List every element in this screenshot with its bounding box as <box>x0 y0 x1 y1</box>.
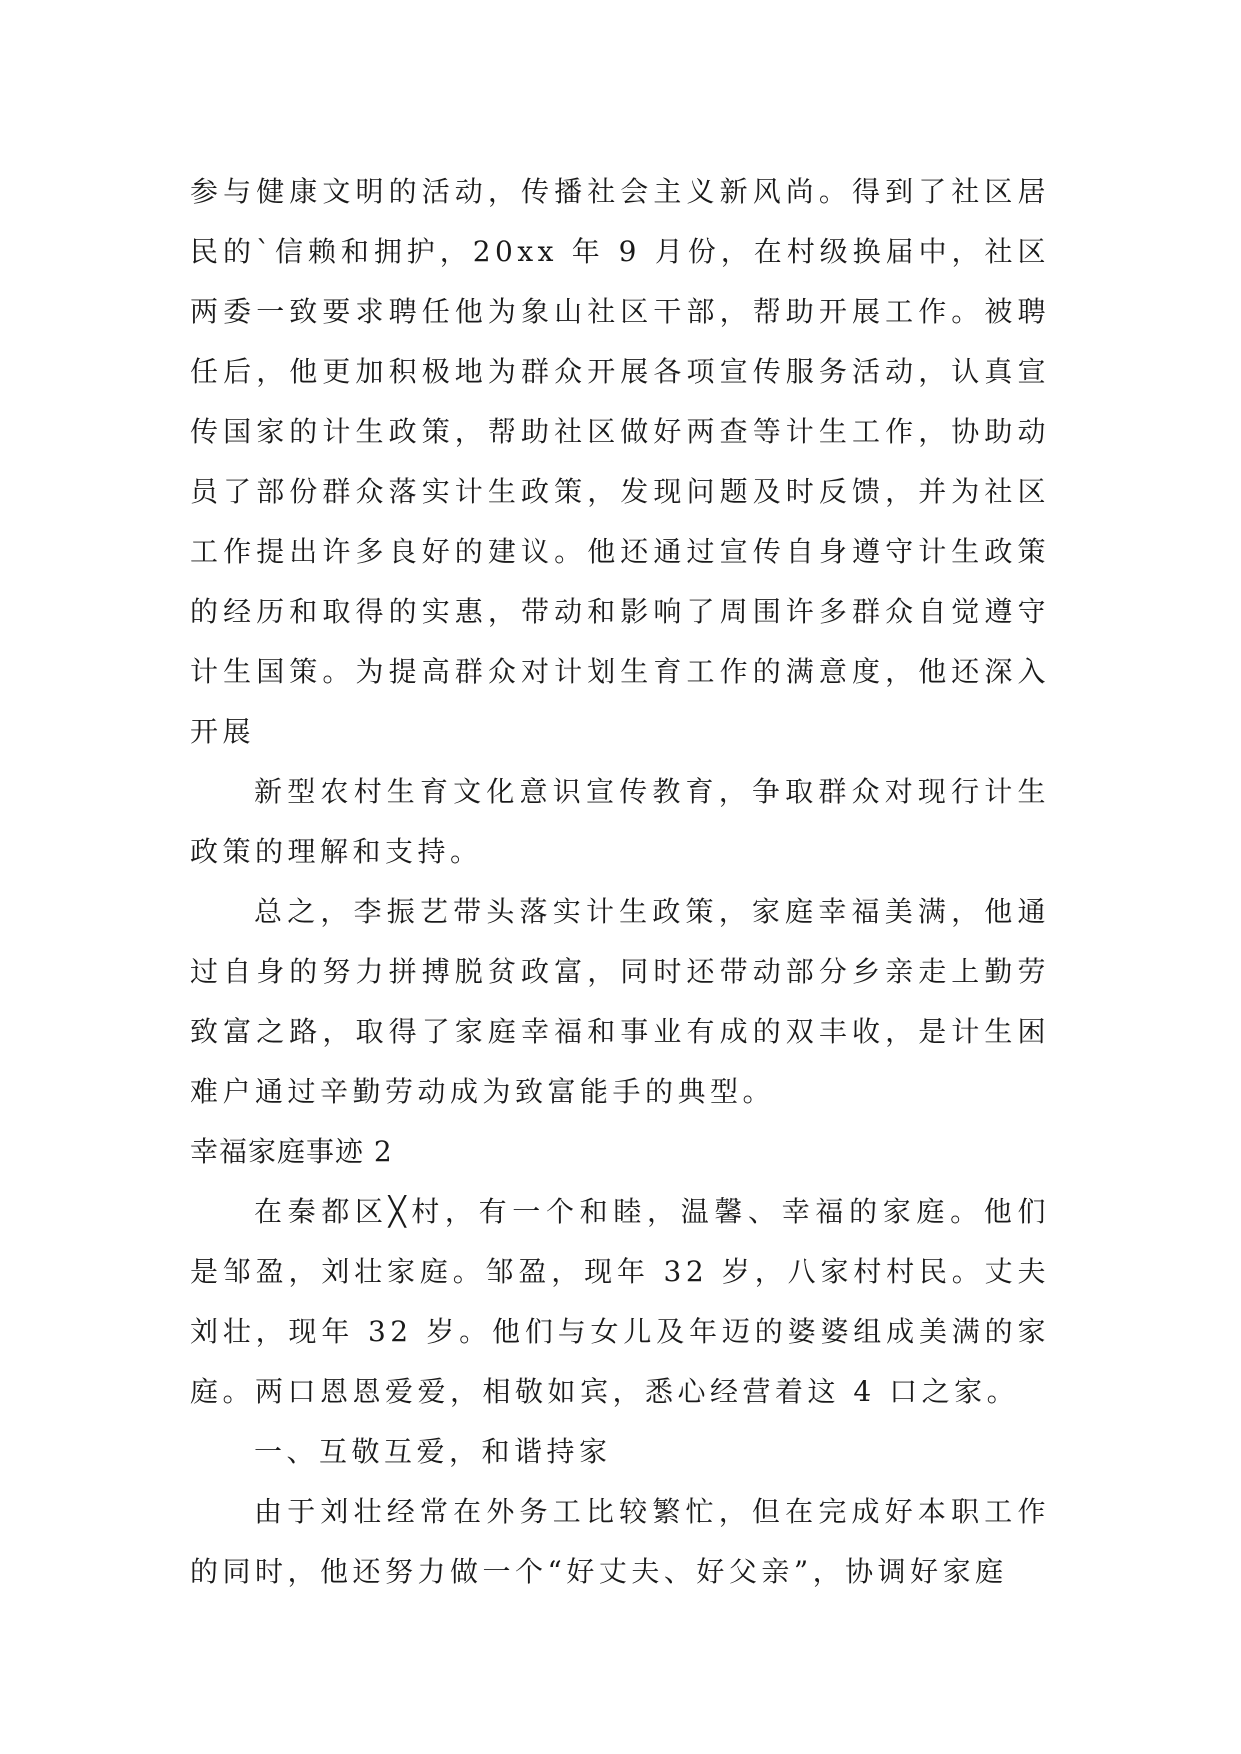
paragraph-4: 在秦都区╳村，有一个和睦，温馨、幸福的家庭。他们是邹盈，刘壮家庭。邹盈，现年 32 岁，八家村村民。丈夫刘壮，现年 32 岁。他们与女儿及年迈的婆婆组成美满的家庭。两口恩恩爱爱，相敬如宾，悉心经营着这 4 口之家。 <box>190 1195 1050 1408</box>
document-body <box>190 162 1050 1602</box>
paragraph-6: 由于刘壮经常在外务工比较繁忙，但在完成好本职工作的同时，他还努力做一个“好丈夫、好父亲”，协调好家庭 <box>190 1495 1050 1588</box>
subheading-1: 一、互敬互爱，和谐持家 <box>254 1435 612 1468</box>
paragraph-2: 新型农村生育文化意识宣传教育，争取群众对现行计生政策的理解和支持。 <box>190 775 1050 868</box>
paragraph-3: 总之，李振艺带头落实计生政策，家庭幸福美满，他通过自身的努力拼搏脱贫政富，同时还带动部分乡亲走上勤劳致富之路，取得了家庭幸福和事业有成的双丰收，是计生困难户通过辛勤劳动成为致富能手的典型。 <box>190 895 1050 1108</box>
paragraph-1: 参与健康文明的活动，传播社会主义新风尚。得到了社区居民的`信赖和拥护，20xx 年 9 月份，在村级换届中，社区两委一致要求聘任他为象山社区干部，帮助开展工作。被聘任后，他更加积极地为群众开展各项宣传服务活动，认真宣传国家的计生政策，帮助社区做好两查等计生工作，协助动员了部份群众落实计生政策，发现问题及时反馈，并为社区工作提出许多良好的建议。他还通过宣传自身遵守计生政策的经历和取得的实惠，带动和影响了周围许多群众自觉遵守计生国策。为提高群众对计划生育工作的满意度，他还深入开展 <box>190 175 1050 748</box>
section-heading: 幸福家庭事迹 2 <box>190 1135 393 1168</box>
